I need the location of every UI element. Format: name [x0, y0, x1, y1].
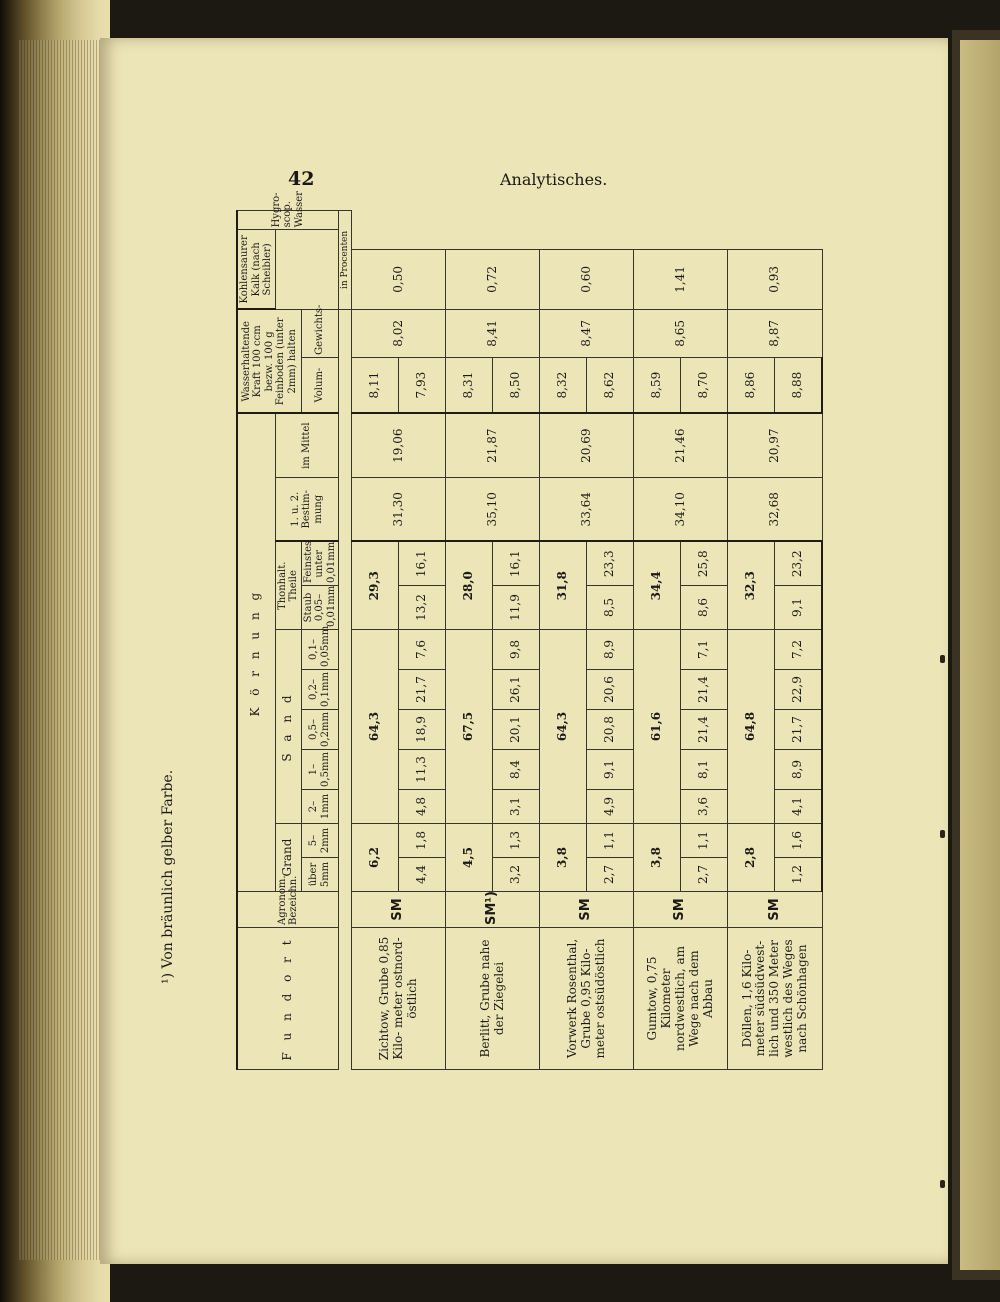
cell-g1: 1,2 [775, 858, 823, 892]
col-sand-4: 0,2– 0,1mm [301, 670, 339, 710]
cell-grand_total: 3,8 [634, 824, 681, 892]
cell-t2: 16,1 [493, 542, 540, 586]
cell-gewichts: 21,87 [446, 413, 540, 477]
cell-s1: 3,6 [681, 790, 728, 824]
cell-volum: 32,68 [728, 478, 823, 542]
cell-t2: 25,8 [681, 542, 728, 586]
cell-thon_total: 28,0 [446, 542, 493, 630]
col-sand-2: 1– 0,5mm [301, 750, 339, 790]
cell-g2: 1,8 [399, 824, 446, 858]
cell-t1: 13,2 [399, 586, 446, 630]
running-title: Analytisches. [500, 170, 608, 189]
cell-sand_total: 61,6 [634, 630, 681, 824]
cell-s1: 4,1 [775, 790, 823, 824]
cell-grand_total: 6,2 [352, 824, 399, 892]
cell-grand_total: 4,5 [446, 824, 493, 892]
cell-mittel: 8,02 [352, 309, 446, 357]
col-kohlensaurer-kalk: Kohlensaurer Kalk (nach Scheibler) [237, 230, 275, 309]
cell-t1: 9,1 [775, 586, 823, 630]
cell-s5: 7,1 [681, 630, 728, 670]
cell-s1: 3,1 [493, 790, 540, 824]
cell-s3: 20,1 [493, 710, 540, 750]
cell-kalk1: 8,59 [634, 357, 681, 413]
col-wasserhaltende-kraft: Wasserhaltende Kraft 100 ccm bezw. 100 g Feinboden (unter 2mm) halten [237, 309, 301, 413]
cell-s3: 21,4 [681, 710, 728, 750]
soil-analysis-table [236, 191, 823, 1070]
cell-mittel: 8,87 [728, 309, 823, 357]
cell-g1: 2,7 [681, 858, 728, 892]
cell-sand_total: 64,3 [540, 630, 587, 824]
cell-kalk2: 7,93 [399, 357, 446, 413]
cell-fundort: Zichtow, Grube 0,85 Kilo- meter ostnord- östlich [352, 928, 446, 1070]
cell-s3: 20,8 [587, 710, 634, 750]
cell-hygro: 0,72 [446, 249, 540, 309]
col-hygroscop: Hygro- scop. Wasser [237, 211, 339, 230]
cell-fundort: Vorwerk Rosenthal, Grube 0,95 Kilo- meter ostsüdöstlich [540, 928, 634, 1070]
col-fundort: F u n d o r t [237, 928, 339, 1070]
cell-s4: 20,6 [587, 670, 634, 710]
cell-g2: 1,3 [493, 824, 540, 858]
cell-agronom: SM [540, 892, 634, 928]
cell-kalk1: 8,86 [728, 357, 775, 413]
cell-s2: 11,3 [399, 750, 446, 790]
table-row [446, 211, 493, 1070]
col-thonhalt: Thonhalt. Theile [275, 542, 301, 630]
table-body [352, 211, 823, 1070]
margin-mark [940, 1180, 945, 1188]
cell-hygro: 1,41 [634, 249, 728, 309]
cell-s5: 7,2 [775, 630, 823, 670]
col-grand-1: über 5mm [301, 858, 339, 892]
cell-hygro: 0,93 [728, 249, 823, 309]
cell-s2: 8,9 [775, 750, 823, 790]
cell-s2: 9,1 [587, 750, 634, 790]
cell-agronom: SM [728, 892, 823, 928]
cell-grand_total: 2,8 [728, 824, 775, 892]
cell-mittel: 8,47 [540, 309, 634, 357]
col-sand-3: 0,5– 0,2mm [301, 710, 339, 750]
cell-thon_total: 34,4 [634, 542, 681, 630]
cell-g2: 1,1 [587, 824, 634, 858]
cell-gewichts: 20,97 [728, 413, 823, 477]
cell-volum: 31,30 [352, 478, 446, 542]
cell-hygro: 0,50 [352, 249, 446, 309]
cell-g1: 4,4 [399, 858, 446, 892]
cell-s4: 21,4 [681, 670, 728, 710]
rotated-table-container [236, 191, 828, 1070]
cell-s5: 7,6 [399, 630, 446, 670]
cell-fundort: Döllen, 1,6 Kilo- meter südsüdwest- lich und 350 Meter westlich des Weges nach Schönhagen [728, 928, 823, 1070]
cell-mittel: 8,65 [634, 309, 728, 357]
cell-t2: 16,1 [399, 542, 446, 586]
cell-g1: 2,7 [587, 858, 634, 892]
col-agronom: Agronom. Bezeichn. [237, 892, 339, 928]
cell-t2: 23,3 [587, 542, 634, 586]
book-edge [0, 0, 110, 1302]
margin-mark [940, 830, 945, 838]
cell-g1: 3,2 [493, 858, 540, 892]
cell-kalk2: 8,70 [681, 357, 728, 413]
cell-t1: 8,6 [681, 586, 728, 630]
cell-sand_total: 67,5 [446, 630, 493, 824]
cell-s3: 18,9 [399, 710, 446, 750]
cell-thon_total: 31,8 [540, 542, 587, 630]
cell-s4: 21,7 [399, 670, 446, 710]
cell-s2: 8,4 [493, 750, 540, 790]
margin-mark [940, 655, 945, 663]
cell-kalk2: 8,50 [493, 357, 540, 413]
cell-volum: 35,10 [446, 478, 540, 542]
cell-s4: 22,9 [775, 670, 823, 710]
col-sand-5: 0,1– 0,05mm [301, 630, 339, 670]
col-grand: Grand [275, 824, 301, 892]
label-in-procenten: in Procenten [339, 211, 352, 310]
cell-kalk2: 8,88 [775, 357, 823, 413]
col-sand: S a n d [275, 630, 301, 824]
cell-t2: 23,2 [775, 542, 823, 586]
cell-mittel: 8,41 [446, 309, 540, 357]
cell-t1: 11,9 [493, 586, 540, 630]
col-thon-feinstes: Feinstes unter 0,01mm [301, 542, 339, 586]
cell-kalk1: 8,32 [540, 357, 587, 413]
cell-s2: 8,1 [681, 750, 728, 790]
cell-kalk2: 8,62 [587, 357, 634, 413]
cell-gewichts: 20,69 [540, 413, 634, 477]
cell-g2: 1,6 [775, 824, 823, 858]
page-header [280, 168, 620, 194]
col-bestimmung: 1. u. 2. Bestim- mung [275, 478, 339, 542]
cell-agronom: SM¹) [446, 892, 540, 928]
cell-thon_total: 29,3 [352, 542, 399, 630]
cell-thon_total: 32,3 [728, 542, 775, 630]
cell-volum: 34,10 [634, 478, 728, 542]
cell-agronom: SM [352, 892, 446, 928]
cell-gewichts: 19,06 [352, 413, 446, 477]
cell-s4: 26,1 [493, 670, 540, 710]
col-thon-staub: Staub 0,05– 0,01mm [301, 586, 339, 630]
next-page-edge [960, 40, 1000, 1270]
page-number: 42 [288, 168, 315, 190]
col-mittel: im Mittel [275, 413, 339, 477]
cell-s5: 9,8 [493, 630, 540, 670]
cell-gewichts: 21,46 [634, 413, 728, 477]
cell-agronom: SM [634, 892, 728, 928]
cell-g2: 1,1 [681, 824, 728, 858]
cell-fundort: Berlitt, Grube nahe der Ziegelei [446, 928, 540, 1070]
cell-fundort: Gumtow, 0,75 Kilometer nordwestlich, am Wege nach dem Abbau [634, 928, 728, 1070]
cell-sand_total: 64,3 [352, 630, 399, 824]
table-row [352, 211, 399, 1070]
cell-hygro: 0,60 [540, 249, 634, 309]
table-row [634, 211, 681, 1070]
cell-s5: 8,9 [587, 630, 634, 670]
col-sand-1: 2– 1mm [301, 790, 339, 824]
col-volum: Volum- [301, 357, 339, 413]
cell-grand_total: 3,8 [540, 824, 587, 892]
col-gewichts: Gewichts- [301, 309, 339, 357]
table-row [540, 211, 587, 1070]
cell-kalk1: 8,11 [352, 357, 399, 413]
table-row [728, 211, 775, 1070]
col-grand-2: 5– 2mm [301, 824, 339, 858]
footnote: ¹) Von bräunlich gelber Farbe. [160, 769, 176, 984]
cell-s1: 4,9 [587, 790, 634, 824]
cell-sand_total: 64,8 [728, 630, 775, 824]
cell-s1: 4,8 [399, 790, 446, 824]
cell-t1: 8,5 [587, 586, 634, 630]
cell-kalk1: 8,31 [446, 357, 493, 413]
cell-s3: 21,7 [775, 710, 823, 750]
cell-volum: 33,64 [540, 478, 634, 542]
col-koernung: K ö r n u n g [237, 413, 275, 891]
